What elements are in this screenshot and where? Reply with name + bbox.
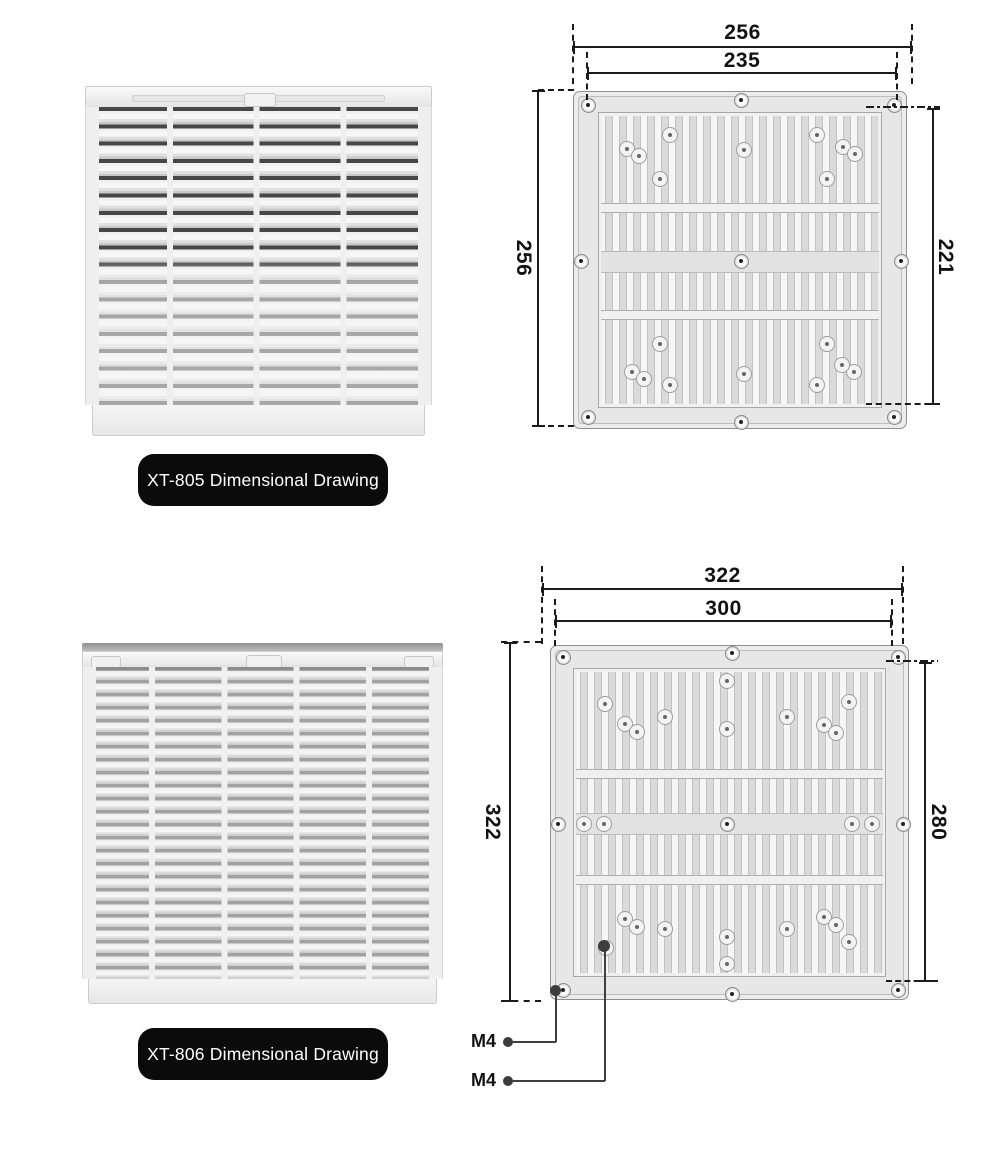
mount-boss: [629, 919, 645, 935]
mount-boss: [652, 171, 668, 187]
frame-screw: [725, 987, 740, 1002]
dim-806-height-right-label: 280: [927, 803, 950, 841]
back-view-xt805: [573, 91, 907, 429]
front-view-xt805: [85, 86, 432, 435]
extension-line: [501, 641, 541, 643]
frame-screw: [887, 98, 902, 113]
dim-805-outer-width-label: 256: [724, 21, 761, 44]
grille-cap: [85, 86, 432, 109]
cap-center-tab: [244, 93, 276, 107]
frame-screw: [720, 817, 735, 832]
dim-805-height-right-label: 221: [934, 238, 957, 276]
grid-rail: [601, 310, 879, 320]
mount-boss: [844, 816, 860, 832]
callout-leader: [555, 995, 557, 1042]
extension-line: [538, 425, 574, 427]
dim-806-height-right-line: [924, 662, 926, 982]
callout-leader: [513, 1041, 556, 1043]
callout-label-dot: [503, 1076, 513, 1086]
grille-base: [92, 405, 425, 436]
extension-line: [541, 566, 543, 644]
extension-line: [501, 1000, 541, 1002]
extension-line: [886, 660, 938, 662]
mount-boss: [636, 371, 652, 387]
mount-boss: [662, 127, 678, 143]
frame-screw: [725, 646, 740, 661]
callout-leader: [513, 1080, 605, 1082]
mount-boss: [847, 146, 863, 162]
mount-boss: [736, 142, 752, 158]
grid-rail: [576, 875, 883, 885]
model-label-xt806: XT-806 Dimensional Drawing: [138, 1028, 388, 1080]
louver-slats: [82, 667, 443, 979]
extension-line: [911, 24, 913, 84]
extension-line: [866, 403, 940, 405]
section-xt806: [0, 540, 1000, 1163]
mount-boss: [719, 929, 735, 945]
extension-line: [572, 24, 574, 84]
frame-screw: [896, 817, 911, 832]
frame-screw: [887, 410, 902, 425]
mount-boss: [662, 377, 678, 393]
dim-806-height-left-line: [509, 642, 511, 1002]
mount-boss: [779, 921, 795, 937]
mount-boss: [828, 725, 844, 741]
model-label-xt805: XT-805 Dimensional Drawing: [138, 454, 388, 506]
mount-boss: [576, 816, 592, 832]
mount-boss: [819, 336, 835, 352]
callout-leader: [604, 951, 606, 1081]
frame-screw: [581, 98, 596, 113]
mount-boss: [809, 127, 825, 143]
frame-screw: [734, 254, 749, 269]
mount-boss: [828, 917, 844, 933]
frame-screw: [574, 254, 589, 269]
mount-boss: [597, 696, 613, 712]
front-view-xt806: [82, 643, 443, 1003]
frame-screw: [891, 983, 906, 998]
frame-screw: [734, 415, 749, 430]
mount-boss: [841, 694, 857, 710]
section-xt805: [0, 0, 1000, 540]
dim-805-height-left-line: [537, 90, 539, 427]
dim-805-inner-width-line: [587, 72, 897, 74]
mount-boss: [652, 336, 668, 352]
mount-boss: [736, 366, 752, 382]
mount-boss: [809, 377, 825, 393]
dim-806-outer-width-label: 322: [704, 564, 741, 587]
callout-label-dot: [503, 1037, 513, 1047]
extension-line: [902, 566, 904, 644]
dim-805-outer-width-line: [573, 46, 912, 48]
mount-boss: [819, 171, 835, 187]
frame-screw: [891, 650, 906, 665]
extension-line: [891, 599, 893, 646]
frame-screw: [894, 254, 909, 269]
mount-boss: [719, 721, 735, 737]
extension-line: [866, 106, 940, 108]
grid-rail: [601, 203, 879, 213]
dim-806-outer-width-line: [542, 588, 903, 590]
mount-boss: [834, 357, 850, 373]
extension-line: [538, 89, 574, 91]
louver-slats: [85, 107, 432, 405]
extension-line: [886, 980, 938, 982]
frame-screw: [734, 93, 749, 108]
grille-cap-strip: [82, 643, 443, 651]
grille-base: [88, 979, 437, 1004]
mount-boss: [629, 724, 645, 740]
mount-boss: [596, 816, 612, 832]
extension-line: [896, 52, 898, 100]
mount-boss: [841, 934, 857, 950]
mount-boss: [779, 709, 795, 725]
dim-806-inner-width-label: 300: [705, 597, 742, 620]
extension-line: [554, 599, 556, 646]
mount-boss: [631, 148, 647, 164]
screw-size-label: M4: [470, 1031, 496, 1051]
mount-boss: [657, 921, 673, 937]
mount-boss: [864, 816, 880, 832]
frame-screw: [556, 650, 571, 665]
dim-806-inner-width-line: [555, 620, 892, 622]
dim-805-inner-width-label: 235: [723, 49, 761, 72]
frame-screw: [581, 410, 596, 425]
frame-screw: [551, 817, 566, 832]
screw-size-label: M4: [470, 1070, 496, 1090]
mount-boss: [719, 673, 735, 689]
mount-boss: [657, 709, 673, 725]
dim-806-height-left-label: 322: [481, 803, 504, 841]
dim-805-height-left-label: 256: [512, 239, 535, 277]
mount-boss: [719, 956, 735, 972]
extension-line: [586, 52, 588, 100]
grid-rail: [576, 769, 883, 779]
